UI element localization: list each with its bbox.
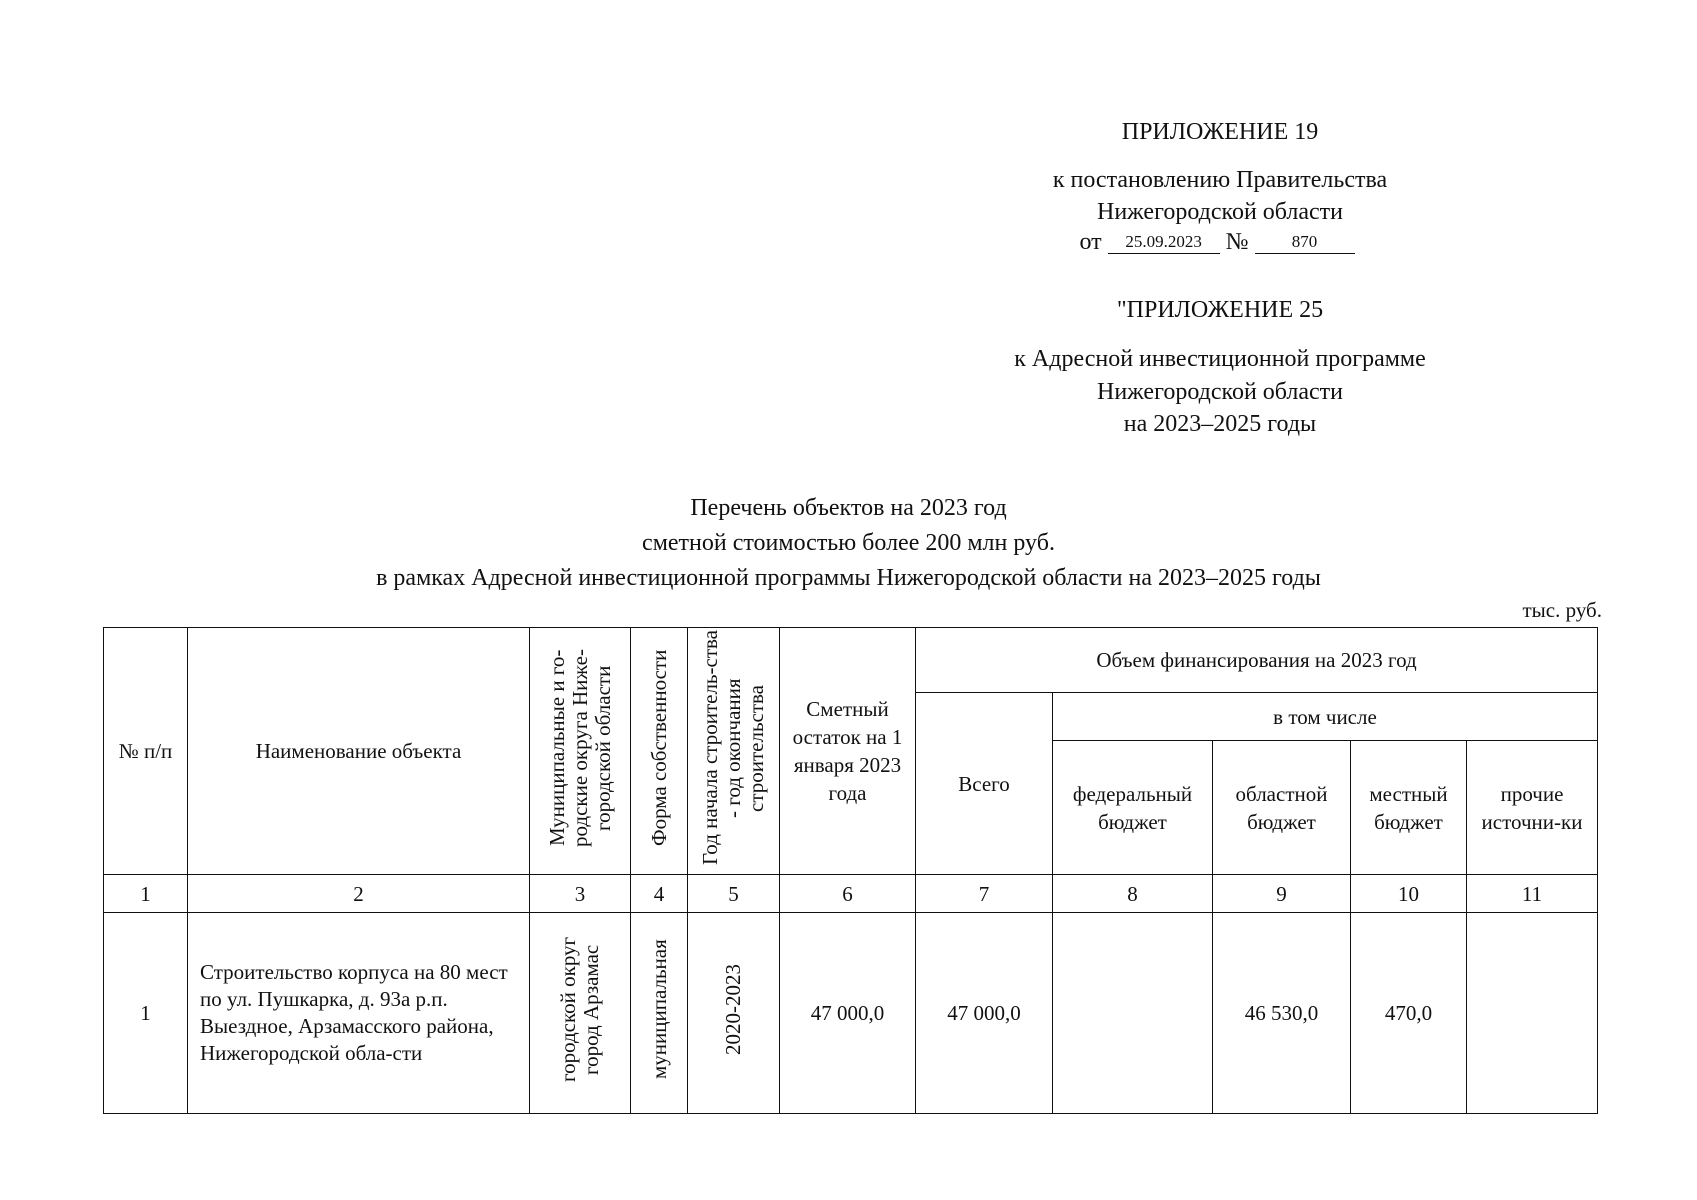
- appendix-19-label: ПРИЛОЖЕНИЕ 19: [1121, 119, 1319, 145]
- header-municipal-text: Муниципальные и го-родские округа Ниже-городской области: [544, 648, 615, 847]
- number-label: №: [1225, 229, 1249, 255]
- row-local: 470,0: [1351, 913, 1467, 1114]
- row-regional: 46 530,0: [1213, 913, 1351, 1114]
- header-ownership: [631, 628, 688, 875]
- col-number: 4: [631, 875, 688, 913]
- decree-number: 870: [1255, 231, 1355, 254]
- objects-table: [103, 627, 1598, 1114]
- col-number: 1: [104, 875, 188, 913]
- column-number-row: [104, 875, 1598, 913]
- decree-date: 25.09.2023: [1108, 231, 1220, 254]
- row-years-text: 2020-2023: [721, 964, 745, 1055]
- decree-line-1: к постановлению Правительства: [1052, 167, 1388, 193]
- header-funding: Объем финансирования на 2023 год: [916, 628, 1598, 693]
- row-remainder: 47 000,0: [780, 913, 916, 1114]
- row-ownership-text: муниципальная: [646, 939, 671, 1080]
- header-other: прочие источни-ки: [1467, 741, 1598, 875]
- col-number: 8: [1053, 875, 1213, 913]
- col-number: 11: [1467, 875, 1598, 913]
- row-num: 1: [104, 913, 188, 1114]
- col-number: 10: [1351, 875, 1467, 913]
- row-municipal: [530, 913, 631, 1114]
- row-name: Строительство корпуса на 80 мест по ул. Пушкарка, д. 93а р.п. Выездное, Арзамасского района, Нижегородской обла-сти: [188, 913, 530, 1114]
- header-local: местный бюджет: [1351, 741, 1467, 875]
- col-number: 9: [1213, 875, 1351, 913]
- table-title-line-1: Перечень объектов на 2023 год: [690, 495, 1007, 521]
- program-line-2: Нижегородской области: [1096, 379, 1344, 405]
- header-ownership-text: Форма собственности: [646, 649, 671, 846]
- header-years: [688, 628, 780, 875]
- row-total: 47 000,0: [916, 913, 1053, 1114]
- col-number: 5: [688, 875, 780, 913]
- table-row: [104, 913, 1598, 1114]
- table-title-line-2: сметной стоимостью более 200 млн руб.: [642, 530, 1055, 556]
- units-label: тыс. руб.: [1522, 598, 1602, 622]
- col-number: 3: [530, 875, 631, 913]
- header-years-text: Год начала строитель-ства - год окончания строительства: [698, 630, 768, 865]
- program-line-1: к Адресной инвестиционной программе: [1014, 346, 1426, 372]
- row-ownership: [631, 913, 688, 1114]
- program-line-3: на 2023–2025 годы: [1123, 411, 1317, 437]
- row-federal: [1053, 913, 1213, 1114]
- row-municipal-text: городской округ город Арзамас: [556, 936, 603, 1083]
- header-regional: областной бюджет: [1213, 741, 1351, 875]
- header-num: № п/п: [104, 628, 188, 875]
- row-other: [1467, 913, 1598, 1114]
- header-municipal: [530, 628, 631, 875]
- from-label: от: [1079, 229, 1102, 255]
- header-federal: федеральный бюджет: [1053, 741, 1213, 875]
- table-title-line-3: в рамках Адресной инвестиционной программы Нижегородской области на 2023–2025 годы: [376, 565, 1321, 591]
- header-remainder: Сметный остаток на 1 января 2023 года: [780, 628, 916, 875]
- appendix-25-label: "ПРИЛОЖЕНИЕ 25: [1116, 297, 1324, 323]
- row-years: [688, 913, 780, 1114]
- col-number: 7: [916, 875, 1053, 913]
- decree-line-2: Нижегородской области: [1096, 199, 1344, 225]
- decree-signature-row: [960, 229, 1480, 256]
- header-name: Наименование объекта: [188, 628, 530, 875]
- header-total: Всего: [916, 693, 1053, 875]
- header-including: в том числе: [1053, 693, 1598, 741]
- col-number: 2: [188, 875, 530, 913]
- col-number: 6: [780, 875, 916, 913]
